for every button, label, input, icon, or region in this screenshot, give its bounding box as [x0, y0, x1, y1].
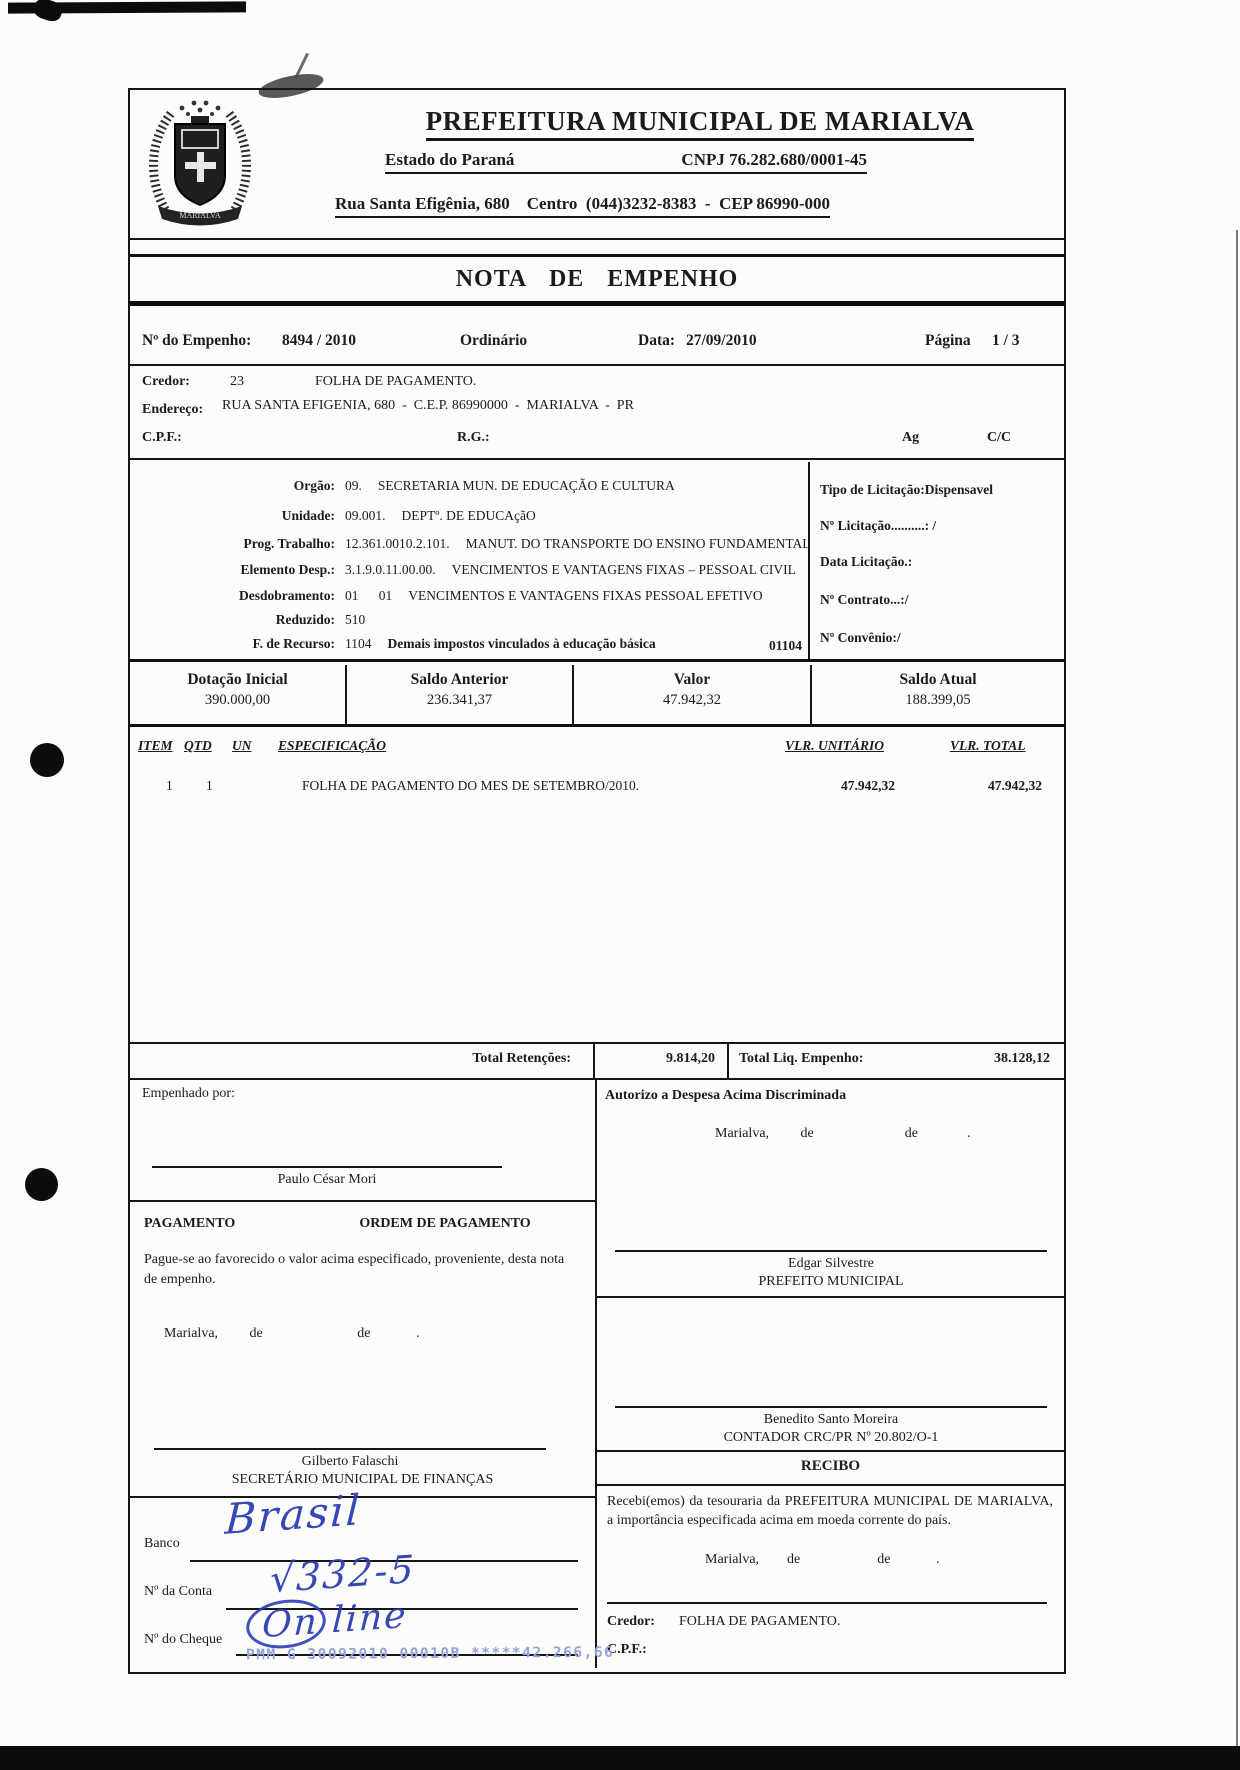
autorizo-signature-line [615, 1250, 1047, 1252]
saldo-anterior-cell [347, 665, 574, 724]
fonte-recurso-extra-code: 01104 [768, 638, 802, 653]
reduzido-code: 510 [345, 612, 366, 627]
empenhado-label: Empenhado por: [142, 1086, 235, 1101]
col-vlr-total: VLR. TOTAL [950, 738, 1026, 753]
endereco-value: RUA SANTA EFIGENIA, 680 - C.E.P. 86990000 - MARIALVA - PR [222, 398, 634, 413]
orgao-desc: SECRETARIA MUN. DE EDUCAÇÃO E CULTURA [377, 478, 675, 493]
form-title: NOTA DE EMPENHO [130, 254, 1064, 306]
punch-hole-top [30, 743, 64, 777]
empenho-type: Ordinário [460, 332, 528, 349]
budget-classification-section [130, 462, 1064, 662]
recibo-credor-value: FOLHA DE PAGAMENTO. [679, 1614, 841, 1629]
letterhead [130, 90, 1064, 240]
empenho-number-label: Nº do Empenho: [142, 332, 252, 349]
signatures-section [130, 1080, 1064, 1668]
conta-label: Nº da Conta [144, 1584, 213, 1599]
total-liquido-value: 38.128,12 [994, 1051, 1050, 1066]
banco-box [130, 1485, 595, 1668]
total-liquido-label: Total Liq. Empenho: [739, 1051, 864, 1066]
cc-label: C/C [987, 430, 1012, 445]
fonte-recurso-desc: Demais impostos vinculados à educação básica [387, 636, 656, 651]
item-number: 1 [166, 778, 173, 793]
empenho-date-value: 27/09/2010 [686, 332, 757, 349]
credor-code: 23 [230, 374, 244, 389]
dot-matrix-print: PMM G 30092010 00010B *****42.266,66 [245, 1644, 615, 1664]
desdobramento-row [130, 588, 763, 604]
state-and-cnpj-line [385, 150, 867, 174]
empenhado-box [130, 1080, 595, 1202]
prog-trabalho-code: 12.361.0010.2.101. [345, 536, 450, 551]
contador-signer-name: Benedito Santo Moreira [763, 1412, 899, 1427]
autorizo-title: Autorizo a Despesa Acima Discriminada [605, 1088, 847, 1103]
dotacao-inicial-value: 390.000,00 [204, 692, 271, 708]
credor-label: Credor: [142, 374, 190, 389]
scan-artifact-top-blob [32, 0, 65, 24]
desdobramento-label: Desdobramento: [239, 588, 335, 603]
empenhado-signer-name: Paulo César Mori [277, 1172, 377, 1187]
pagamento-date-line: Marialva, de de . [164, 1326, 420, 1341]
elemento-desp-label: Elemento Desp.: [240, 562, 335, 577]
ag-label: Ag [902, 430, 920, 445]
col-item: ITEM [138, 738, 173, 753]
recibo-signature-line [607, 1602, 1047, 1604]
entity-title: PREFEITURA MUNICIPAL DE MARIALVA [345, 106, 1055, 141]
item-vlr-total: 47.942,32 [988, 778, 1042, 793]
total-retencoes-label: Total Retenções: [130, 1044, 595, 1078]
valor-value: 47.942,32 [663, 692, 721, 708]
total-retencoes-value: 9.814,20 [595, 1044, 729, 1078]
orgao-row [130, 478, 675, 494]
reduzido-row [130, 612, 365, 628]
contador-signer-role: CONTADOR CRC/PR Nº 20.802/O-1 [723, 1430, 939, 1445]
cheque-label: Nº do Cheque [144, 1632, 223, 1647]
scan-artifact-bottom-bar [0, 1746, 1240, 1770]
scan-artifact-right-edge [1236, 230, 1238, 1746]
fonte-recurso-row [130, 636, 656, 652]
col-vlr-unitario: VLR. UNITÁRIO [785, 738, 885, 753]
col-especificacao: ESPECIFICAÇÃO [278, 738, 387, 753]
pagamento-signature-line [154, 1448, 546, 1450]
dotacao-inicial-cell [130, 665, 347, 724]
credor-name: FOLHA DE PAGAMENTO. [315, 374, 477, 389]
banco-label: Banco [144, 1536, 180, 1551]
tipo-licitacao: Tipo de Licitação:Dispensavel [820, 482, 994, 497]
autorizo-box [597, 1080, 1064, 1298]
credor-section [130, 368, 1064, 460]
licitacao-panel [808, 462, 1064, 659]
elemento-desp-row [130, 562, 796, 578]
page-label: Página [925, 332, 971, 349]
unidade-code: 09.001. [345, 508, 386, 523]
desdobramento-code: 01 01 [345, 588, 393, 603]
dotacao-inicial-label: Dotação Inicial [187, 671, 288, 688]
numero-contrato: Nº Contrato...:/ [820, 592, 909, 607]
contador-box [597, 1300, 1064, 1452]
pagamento-title: PAGAMENTO [144, 1216, 236, 1231]
desdobramento-desc: VENCIMENTOS E VANTAGENS FIXAS PESSOAL EFETIVO [408, 588, 763, 603]
valor-label: Valor [673, 671, 711, 688]
unidade-desc: DEPTº. DE EDUCAçãO [401, 508, 536, 523]
saldos-row [130, 665, 1064, 727]
item-table [130, 730, 1064, 1042]
recibo-box [597, 1454, 1064, 1668]
total-liquido-cell [729, 1044, 1064, 1078]
item-vlr-unitario: 47.942,32 [841, 778, 895, 793]
elemento-desp-code: 3.1.9.0.11.00.00. [345, 562, 436, 577]
contador-signature-line [615, 1406, 1047, 1408]
conta-handwriting: √332-5 [269, 1546, 417, 1602]
endereco-label: Endereço: [142, 402, 204, 417]
saldo-atual-value: 188.399,05 [905, 692, 971, 708]
saldo-atual-label: Saldo Atual [899, 671, 977, 688]
pagamento-signer-name: Gilberto Falaschi [301, 1454, 399, 1469]
svg-text:MARIALVA: MARIALVA [179, 211, 221, 220]
cnpj-label: CNPJ 76.282.680/0001-45 [681, 150, 867, 169]
form-title-section [130, 242, 1064, 308]
recibo-credor-label: Credor: [607, 1614, 655, 1629]
empenho-number-value: 8494 / 2010 [282, 332, 357, 349]
pagamento-box [130, 1204, 595, 1498]
empenho-number-row [130, 308, 1064, 366]
empenho-date-label: Data: [638, 332, 676, 349]
saldo-anterior-label: Saldo Anterior [410, 671, 509, 688]
recibo-cpf-label: C.P.F.: [607, 1642, 647, 1657]
orgao-code: 09. [345, 478, 362, 493]
autorizo-date-line: Marialva, de de . [715, 1126, 971, 1141]
prog-trabalho-desc: MANUT. DO TRANSPORTE DO ENSINO FUNDAMENTAL [465, 536, 811, 551]
autorizo-signer-name: Edgar Silvestre [788, 1256, 874, 1271]
rg-label: R.G.: [457, 430, 490, 445]
autorizo-signer-role: PREFEITO MUNICIPAL [758, 1274, 904, 1289]
col-un: UN [232, 738, 252, 753]
reduzido-label: Reduzido: [275, 612, 335, 627]
totals-row [130, 1042, 1064, 1080]
elemento-desp-desc: VENCIMENTOS E VANTAGENS FIXAS – PESSOAL CIVIL [451, 562, 796, 577]
recibo-date-line: Marialva, de de . [705, 1552, 940, 1567]
valor-cell [574, 665, 812, 724]
empenhado-signature-line [152, 1166, 502, 1168]
item-qtd: 1 [206, 778, 213, 793]
recibo-title: RECIBO [597, 1454, 1064, 1486]
prog-trabalho-row [130, 536, 811, 552]
prog-trabalho-label: Prog. Trabalho: [243, 536, 335, 551]
state-label: Estado do Paraná [385, 150, 515, 169]
fonte-recurso-code: 1104 [345, 636, 372, 651]
pagamento-signer-role: SECRETÁRIO MUNICIPAL DE FINANÇAS [231, 1472, 494, 1487]
numero-licitacao: Nº Licitação..........: / [820, 518, 937, 533]
numero-convenio: Nº Convênio:/ [820, 630, 901, 645]
banco-handwriting: Brasil [223, 1485, 363, 1544]
cheque-handwriting: On line [261, 1594, 409, 1647]
page-value: 1 / 3 [992, 332, 1020, 349]
unidade-label: Unidade: [281, 508, 335, 523]
saldo-anterior-value: 236.341,37 [426, 692, 493, 708]
address-line [335, 194, 830, 218]
cpf-label: C.P.F.: [142, 430, 182, 445]
orgao-label: Orgão: [293, 478, 335, 493]
punch-hole-bottom [25, 1168, 58, 1201]
nota-de-empenho-form [128, 88, 1066, 1674]
saldo-atual-cell [812, 665, 1064, 724]
unidade-row [130, 508, 536, 524]
fonte-recurso-label: F. de Recurso: [252, 636, 335, 651]
col-qtd: QTD [184, 738, 212, 753]
item-espec: FOLHA DE PAGAMENTO DO MES DE SETEMBRO/2010. [302, 778, 640, 793]
recibo-text: Recebi(emos) da tesouraria da PREFEITURA MUNICIPAL DE MARIALVA, a importância especificada acima em moeda corrente do país. [607, 1494, 1053, 1528]
ordem-pagamento-title: ORDEM DE PAGAMENTO [359, 1216, 531, 1231]
pagamento-text: Pague-se ao favorecido o valor acima especificado, proveniente, desta nota de empenho. [144, 1252, 565, 1287]
marialva-coat-of-arms-logo [144, 96, 256, 230]
data-licitacao: Data Licitação.: [820, 554, 913, 569]
address-text: Rua Santa Efigênia, 680 Centro (044)3232-8383 - CEP 86990-000 [335, 194, 830, 218]
